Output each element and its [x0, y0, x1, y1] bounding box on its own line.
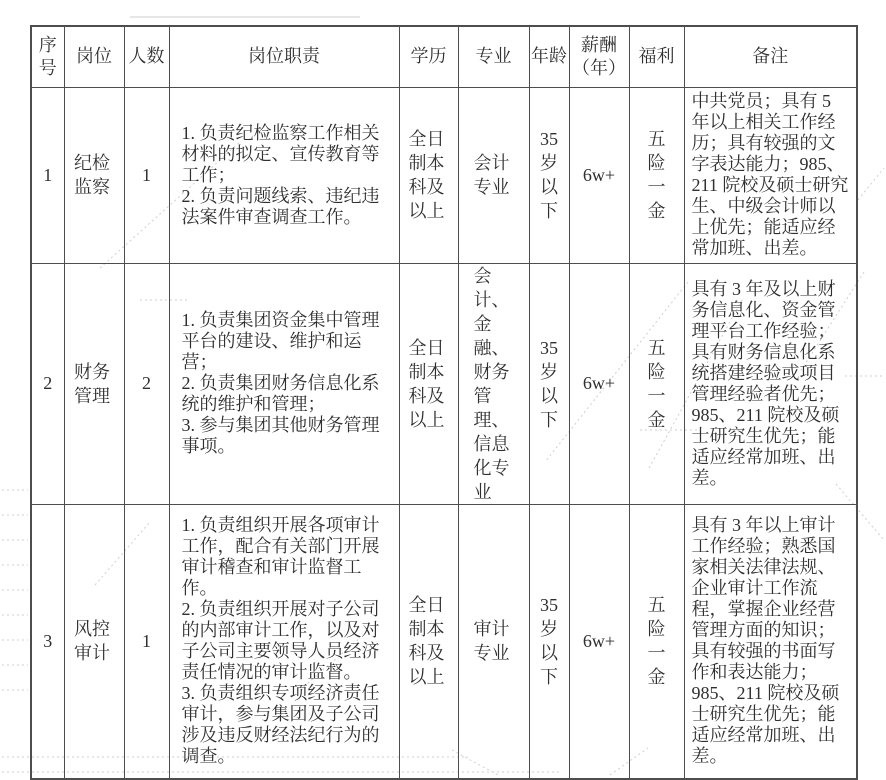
cell-duties	[169, 263, 399, 504]
cell-salary: 6w+	[569, 87, 629, 263]
welfare-label: 五险一金	[647, 129, 666, 221]
welfare-label: 五险一金	[647, 595, 666, 688]
cell-major	[458, 263, 529, 504]
cell-major	[458, 504, 529, 779]
age-label: 35岁以下	[540, 595, 558, 688]
table-row	[31, 87, 857, 263]
duty-item: 1. 负责组织开展各项审计工作，配合有关部门开展审计稽查和审计监督工作。	[181, 515, 380, 599]
cell-duties	[169, 504, 399, 779]
cell-major	[458, 87, 529, 263]
header-count: 人数	[124, 26, 169, 87]
cell-position	[64, 87, 124, 263]
table-row	[31, 263, 857, 504]
header-seq: 序号	[31, 26, 64, 87]
cell-welfare	[629, 87, 684, 263]
header-row	[31, 26, 857, 87]
cell-salary: 6w+	[569, 263, 629, 504]
welfare-label: 五险一金	[647, 337, 666, 430]
duty-item: 1. 负责纪检监察工作相关材料的拟定、宣传教育等工作；	[181, 122, 380, 185]
duty-item: 3. 参与集团其他财务管理事项。	[181, 415, 380, 456]
duty-item: 2. 负责组织开展对子公司的内部审计工作，以及对子公司主要领导人员经济责任情况的审计监督。	[181, 599, 380, 683]
cell-position	[64, 263, 124, 504]
position-label: 财务管理	[74, 361, 110, 406]
cell-remarks: 具有 3 年以上审计工作经验；熟悉国家相关法律法规、企业审计工作流程，掌握企业经营管理方面的知识；具有较强的书面写作和表达能力；985、211 院校及硕士研究生优先；能适应经常加班、出差。	[684, 504, 857, 779]
header-remarks: 备注	[684, 26, 857, 87]
cell-remarks: 具有 3 年及以上财务信息化、资金管理平台工作经验；具有财务信息化系统搭建经验或项目管理经验者优先；985、211 院校及硕士研究生优先；能适应经常加班、出差。	[684, 263, 857, 504]
duty-item: 2. 负责问题线索、违纪违法案件审查调查工作。	[181, 185, 380, 227]
cell-age	[529, 263, 569, 504]
header-position: 岗位	[64, 26, 124, 87]
cell-remarks: 中共党员；具有 5 年以上相关工作经历；具有较强的文字表达能力；985、211 院校及硕士研究生、中级会计师以上优先；能适应经常加班、出差。	[684, 87, 857, 263]
cell-count: 2	[124, 263, 169, 504]
header-major: 专业	[458, 26, 529, 87]
recruitment-table	[30, 25, 858, 780]
age-label: 35岁以下	[540, 337, 558, 430]
age-label: 35岁以下	[540, 129, 558, 221]
major-label: 会计专业	[473, 153, 510, 197]
cell-count: 1	[124, 504, 169, 779]
cell-seq: 2	[31, 263, 64, 504]
cell-seq: 1	[31, 87, 64, 263]
duty-item: 1. 负责集团资金集中管理平台的建设、维护和运营；	[181, 310, 380, 372]
cell-age	[529, 504, 569, 779]
cell-welfare	[629, 504, 684, 779]
header-education: 学历	[399, 26, 458, 87]
position-label: 纪检监察	[74, 153, 110, 197]
cell-salary: 6w+	[569, 504, 629, 779]
education-label: 全日制本科及以上	[408, 337, 445, 430]
cell-education	[399, 504, 458, 779]
major-label: 审计专业	[473, 619, 510, 664]
cell-duties	[169, 87, 399, 263]
cell-education	[399, 263, 458, 504]
duty-item: 3. 负责组织专项经济责任审计，参与集团及子公司涉及违反财经法纪行为的调查。	[181, 683, 380, 767]
cell-seq: 3	[31, 504, 64, 779]
cell-welfare	[629, 263, 684, 504]
education-label: 全日制本科及以上	[408, 129, 445, 221]
header-welfare: 福利	[629, 26, 684, 87]
header-salary: 薪酬（年）	[569, 26, 629, 87]
table-row	[31, 504, 857, 779]
duty-item: 2. 负责集团财务信息化系统的维护和管理；	[181, 373, 380, 414]
education-label: 全日制本科及以上	[408, 595, 445, 688]
position-label: 风控审计	[74, 619, 110, 664]
cell-age	[529, 87, 569, 263]
header-age: 年龄	[529, 26, 569, 87]
cell-education	[399, 87, 458, 263]
cell-count: 1	[124, 87, 169, 263]
major-label: 会计、金融、财务管理、信息化专业	[473, 265, 510, 502]
header-duties: 岗位职责	[169, 26, 399, 87]
cell-position	[64, 504, 124, 779]
